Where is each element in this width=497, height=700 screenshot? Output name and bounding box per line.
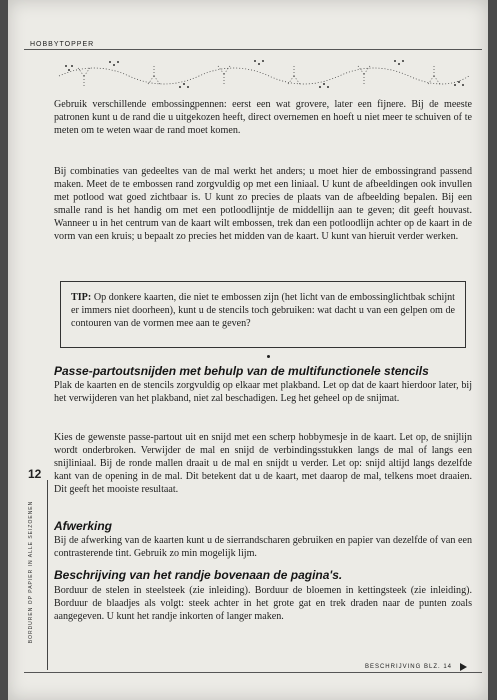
tip-box	[60, 281, 466, 348]
flower-dots-border-icon	[54, 56, 474, 92]
side-rule	[47, 480, 48, 670]
footer-text: BESCHRIJVING BLZ. 14	[364, 664, 452, 670]
tip-label: TIP:	[71, 292, 92, 303]
bullet-dot	[267, 355, 270, 358]
paragraph-combinations: Bij combinaties van gedeeltes van de mal werkt het anders; u moet hier de embossingrand passend maken. Meet de te embossen rand zorgvuldig op met een liniaal. U kunt de afbeeldingen ook invullen met potlood wat goed zichtbaar is. U kunt zo precies de plaats van de afbeelding bepalen. Bij een smalle rand is het handig om met een potloodlijntje de middellijn aan te geven; dit geeft houvast. Wanneer u in het centrum van de kaart wilt embossen, trek dan een potloodlijn achter op de kaart in de vorm van een kruis; u bepaalt zo precies het midden van de kaart. U kunt van hieruit verder werken.	[54, 166, 472, 242]
paragraph-passe-partout-1: Plak de kaarten en de stencils zorgvuldig op elkaar met plakband. Let op dat de kaart hierdoor later, bij het verwijderen van het plakband, niet zal beschadigen. Leg het geheel op de snijmat.	[54, 380, 472, 404]
arrow-right-icon	[460, 663, 467, 671]
footer-rule	[24, 672, 482, 673]
paragraph-randje: Borduur de stelen in steelsteek (zie inleiding). Borduur de bloemen in kettingsteek (zie inleiding). Borduur de blaadjes als volgt: steek achter in het grote gat en trek draden naar de punten zoals aangegeven. U kunt het randje inkorten of langer maken.	[54, 585, 472, 622]
page-number: 12	[28, 467, 42, 481]
tip-paragraph	[71, 291, 455, 330]
header-title: HOBBYTOPPER	[30, 41, 95, 48]
section-heading-afwerking: Afwerking	[54, 519, 113, 533]
paragraph-afwerking: Bij de afwerking van de kaarten kunt u de sierrandscharen gebruiken en papier van dezelfde of van een contrasterende tint. Gebruik zo min mogelijk lijm.	[54, 535, 472, 559]
paragraph-passe-partout-2: Kies de gewenste passe-partout uit en snijd met een scherp hobbymesje in de kaart. Let op, de snijlijn wordt onderbroken. Verwijder de mal en snijd de verbindingsstukken langs de mal of langs een snijliniaal. Bij de ronde mallen draait u de mal en snijdt u verder. Let op: snijd altijd langs dezelfde kant van de opening in de mal. Dit betekent dat u de kaart, met daarop de mal, telkens moet draaien. Dit geeft het mooiste resultaat.	[54, 432, 472, 495]
document-page	[8, 0, 488, 700]
section-heading-passe-partout: Passe-partoutsnijden met behulp van de multifunctionele stencils	[54, 364, 429, 378]
header-rule	[24, 49, 482, 50]
paragraph-intro: Gebruik verschillende embossingpennen: eerst een wat grovere, later een fijnere. Bij de meeste patronen kunt u de rand die u uitgekozen heeft, direct overnemen en hoeft u niet meer te schuiven of te meten om te weten waar de rand moet komen.	[54, 99, 472, 136]
side-label: BORDUREN OP PAPIER IN ALLE SEIZOENEN	[28, 500, 34, 644]
section-heading-randje: Beschrijving van het randje bovenaan de pagina's.	[54, 568, 343, 582]
tip-text: Op donkere kaarten, die niet te embossen zijn (het licht van de embossinglichtbak schijnt er immers niet doorheen), kunt u de stencils toch gebruiken: wat dacht u van een gelpen om de contouren van de vormen mee aan te geven?	[71, 292, 455, 329]
